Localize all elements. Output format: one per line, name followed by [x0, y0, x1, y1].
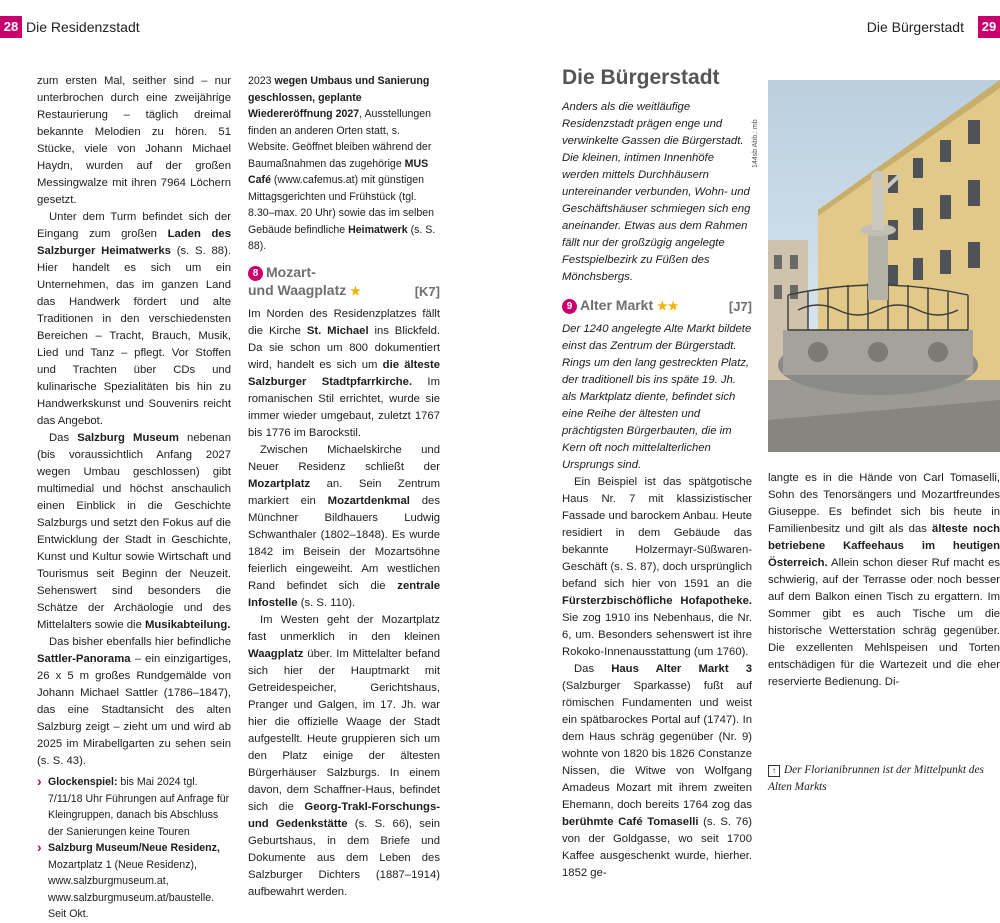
running-head-left: Die Residenzstadt: [26, 19, 140, 35]
text: Zwischen Michaelskirche und Neuer Residenz schließt der: [248, 443, 440, 473]
bold-term: Mozartdenkmal: [327, 494, 410, 507]
title-text: Alter Markt: [580, 297, 654, 313]
caption-text: Der Florianibrunnen ist der Mittelpunkt des Alten Markts: [768, 764, 984, 793]
bold-term: die älteste Salzburger Stadtpfarrkirche.: [248, 358, 440, 388]
col1-paragraph-2: [37, 209, 231, 430]
text: (s. S. 88).: [248, 223, 436, 252]
col2-paragraph-2: [248, 442, 440, 612]
sight-number-badge: 9: [562, 299, 577, 314]
sight-intro: Der 1240 angelegte Alte Markt bildete einst das Zentrum der Bürgerstadt. Rings um den lang gestreckten Platz, der traditionell bis ins späte 19. Jh. als Marktplatz diente, befindet sich eine Reihe der ältesten und prächtigsten Bürgerbauten, die im Kern oft noch mittelalterlichen Ursprungs sind.: [562, 323, 752, 471]
bold-term: zentrale Infostelle: [248, 579, 440, 609]
title-line-2: und Waagplatz: [248, 281, 347, 298]
map-grid-reference: [J7]: [728, 299, 752, 314]
photo-caption: [768, 762, 1000, 796]
text: Das: [49, 432, 78, 444]
text: über. Im Mittelalter befand sich hier der Hauptmarkt mit Getreidespeicher, Gerichtshaus, Pranger und Galgen, im 17. Jh. war hier die offizielle Waage der Stadt aufgestellt. Heute gruppieren sich um den Platz einige der ältesten Bürgerhäuser Salzburgs. In einem davon, dem Schaffner-Haus, befindet sich die: [248, 647, 440, 813]
sight-title: [248, 263, 361, 300]
info-continued: [248, 73, 440, 255]
photo-credit-text: 144sb Abb.: mb: [752, 119, 759, 168]
bold-term: Fürsterzbischöfliche Hofapotheke.: [562, 595, 752, 607]
text: Das: [574, 663, 612, 675]
chapter-intro: Anders als die weitläufige Residenzstadt prägen enge und verwinkelte Gassen die Bürgerstadt. Die kleinen, intimen Innenhöfe werden mittels Durchhäusern untereinander verbunden, Wohn- und Geschäftshäuser schmiegen sich eng aneinander. Etwas aus dem Rahmen fällt nur der großzügig angelegte Festspielbezirk zu Füßen des Mönchsbergs.: [562, 101, 751, 283]
column-3: [562, 66, 752, 882]
bold-term: berühmte Café Tomaselli: [562, 816, 699, 828]
text: 2023: [248, 75, 275, 87]
col1-paragraph-4: [37, 634, 231, 770]
col1-paragraph-1: zum ersten Mal, seither sind – nur unterbrochen durch eine zweijährige Restaurierung – täglich dreimal bekannte Melodien zu hören. 51 Stücke, viele von Johann Michael Haydn, wurden auf der großen Messingwalze mit ihren 7964 Löchern gesetzt.: [37, 75, 231, 206]
arrow-up-icon: ↑: [768, 765, 780, 777]
bold-term: wegen Umbaus und Sanierung geschlossen, geplante Wiedereröffnung 2027: [248, 75, 430, 120]
title-line-1: Mozart-: [266, 263, 316, 280]
bold-term: Waagplatz: [248, 647, 304, 660]
text: (Salzburger Sparkasse) fußt auf römischen Fundamenten und weist ein spätbarockes Portal auf (1747). In dem Haus schräg gegenüber (Nr. 9) wohnte von 1820 bis 1826 Constanze Nissen, die Witwe von Wolfgang Amadeus Mozart mit ihrem zweiten Ehemann, doch bereits 1764 zog das: [562, 680, 752, 811]
florianibrunnen-photo: [768, 80, 1000, 452]
text: (www.cafemus.at) mit günstigen Mittagsgerichten und Frühstück (tgl. 8.30–max. 20 Uhr) sowie das im selben Gebäude befindliche: [248, 174, 435, 236]
photo-credit: [752, 78, 766, 168]
chapter-title: Die Bürgerstadt: [562, 66, 720, 89]
col4-paragraph: [768, 470, 1000, 691]
column-4: [768, 470, 1000, 691]
info-item-glockenspiel: [37, 774, 231, 840]
page-number-right: 29: [978, 16, 1000, 38]
column-2: [248, 73, 440, 901]
sight-heading-mozartplatz: [248, 263, 440, 300]
bold-term: St. Michael: [306, 324, 369, 337]
text: Das bisher ebenfalls hier befindliche: [49, 636, 231, 648]
info-text: bis Mai 2024 tgl. 7/11/18 Uhr Führungen auf Anfrage für Kleingruppen, danach bis Abschluss der Sanierungen keine Touren: [48, 776, 230, 838]
info-label: Glockenspiel:: [48, 776, 118, 788]
text: Im Norden des Residenzplatzes fällt die Kirche: [248, 307, 440, 337]
page-number-left: 28: [0, 16, 22, 38]
bold-term: älteste noch betriebene Kaffeehaus im heutigen Österreich.: [768, 523, 1000, 569]
sight-title: [562, 296, 679, 315]
text: langte es in die Hände von Carl Tomaselli, Sohn des Tenorsängers und Mozartfreundes Giuseppe. Es befindet sich bis heute in Familienbesitz und gilt als das: [768, 472, 1000, 535]
sight-number-badge: 8: [248, 266, 263, 281]
text: (s. S. 76) von der Goldgasse, wo seit 1700 Kaffee ausgeschenkt wurde, hierher. 1852 ge-: [562, 816, 752, 879]
text: , Ausstellungen finden an anderen Orten statt, s. Website. Geöffnet bleiben während der Baumaßnahmen das zugehörige: [248, 108, 432, 170]
left-page: [0, 0, 500, 920]
text: (s. S. 66), sein Geburtshaus, in dem Briefe und Dokumente aus dem Leben des Salzburger Dichters (1887–1914) aufbewahrt werden.: [248, 817, 441, 898]
bold-term: Georg-Trakl-Forschungs- und Gedenkstätte: [248, 800, 440, 830]
column-1: [37, 73, 231, 923]
text: nebenan (bis voraussichtlich Anfang 2027 wegen Umbau geschlossen) gibt multimedial und höchst anschaulich einen Einblick in die Geschichte Salzburgs und setzt den Fokus auf die Entwicklung der Stadt in Geschichte, Kunst und Kultur sowie Wirtschaft und Tourismus seit Beginn der Neuzeit. Sehenswert sind besonders die Schätze der Archäologie und des Mittelalters sowie die: [37, 432, 231, 631]
bold-term: Sattler-Panorama: [37, 653, 131, 665]
text: Ein Beispiel ist das spätgotische Haus Nr. 7 mit klassizistischer Fassade und barockem Anbau. Heute residiert in dem Gebäude das bekannte Holzermayr-Süßwaren-Geschäft (s. S. 87), doch ursprünglich befand sich hier von 1591 an die: [562, 476, 752, 590]
info-text: Mozartplatz 1 (Neue Residenz), www.salzburgmuseum.at, www.salzburgmuseum.at/baustelle. Seit Okt.: [48, 858, 215, 920]
text: (s. S. 88). Hier handelt es sich um ein Unternehmen, das im ganzen Land das Handwerk fördert und alte Traditionen in den verschiedensten Bereichen – Tracht, Brauch, Musik, Lied und Tanz – pflegt. Vor Stoffen und Trachten über CDs und kulinarische Spezialitäten bis hin zu Handwerkskunst und Souvenirs reicht das Angebot.: [37, 245, 231, 427]
text: des Münchner Bildhauers Ludwig Schwanthaler (1802–1848). Es wurde 1842 im Beisein der Mozartsöhne feierlich eingeweiht. Am westlichen Rand befindet sich die: [248, 494, 440, 592]
map-grid-reference: [K7]: [414, 283, 440, 299]
text: Unter dem Turm befindet sich der Eingang zum großen: [37, 211, 231, 240]
star-rating-icon: ★: [350, 283, 361, 298]
text: ins Blickfeld. Da sie schon um 800 dokumentiert wird, handelt es sich um: [248, 324, 440, 371]
info-list: [37, 774, 231, 923]
col1-paragraph-3: [37, 430, 231, 634]
bold-term: Heimatwerk: [348, 223, 408, 236]
bold-term: MUS Café: [248, 157, 429, 186]
info-label: Salzburg Museum/Neue Residenz,: [48, 842, 220, 854]
text: Im romanischen Stil errichtet, wurde sie immer wieder umgebaut, zuletzt 1767 bis 1776 im Barockstil.: [248, 375, 440, 439]
bold-term: Salzburg Museum: [77, 432, 179, 444]
col3-paragraph-2: [562, 661, 752, 882]
bold-term: Haus Alter Markt 3: [611, 663, 752, 675]
text: an. Sein Zentrum markiert ein: [248, 477, 440, 507]
sight-heading-alter-markt: [562, 296, 752, 315]
text: (s. S. 110).: [297, 596, 356, 609]
star-rating-icon: ★★: [657, 299, 679, 313]
col2-paragraph-1: [248, 306, 440, 442]
text: Allein schon dieser Ruf macht es schwierig, auf der Terrasse oder noch besser auf dem Balkon einen Tisch zu ergattern. Im Sommer gibt es auch Tische um die historische Wetterstation schräg gegenüber. Die exzellenten Mehlspeisen und Torten entschädigen für die Wartezeit und die eher reservierte Bedienung. Di-: [768, 557, 1000, 688]
bold-term: Laden des Salzburger Heimatwerks: [37, 228, 231, 257]
col3-paragraph-1: [562, 474, 752, 661]
text: – ein einzigartiges, 26 x 5 m großes Rundgemälde von Johann Michael Sattler (1786–1847), das eine Stadtansicht des alten Salzburg zeigt – zieht um und wird ab 2025 im Mirabellgarten zu sehen sein (s. S. 43).: [37, 653, 231, 767]
text: Sie zog 1910 ins Nebenhaus, die Nr. 6, um. Besonders sehenswert ist ihre Rokoko-Innenausstattung (um 1760).: [562, 612, 752, 658]
running-head-right: Die Bürgerstadt: [866, 19, 964, 35]
text: Im Westen geht der Mozartplatz fast unmerklich in den kleinen: [248, 613, 440, 643]
bold-term: Mozartplatz: [248, 477, 311, 490]
col2-paragraph-3: [248, 612, 440, 901]
bold-term: Musikabteilung.: [145, 619, 231, 631]
info-item-salzburg-museum: [37, 840, 231, 923]
